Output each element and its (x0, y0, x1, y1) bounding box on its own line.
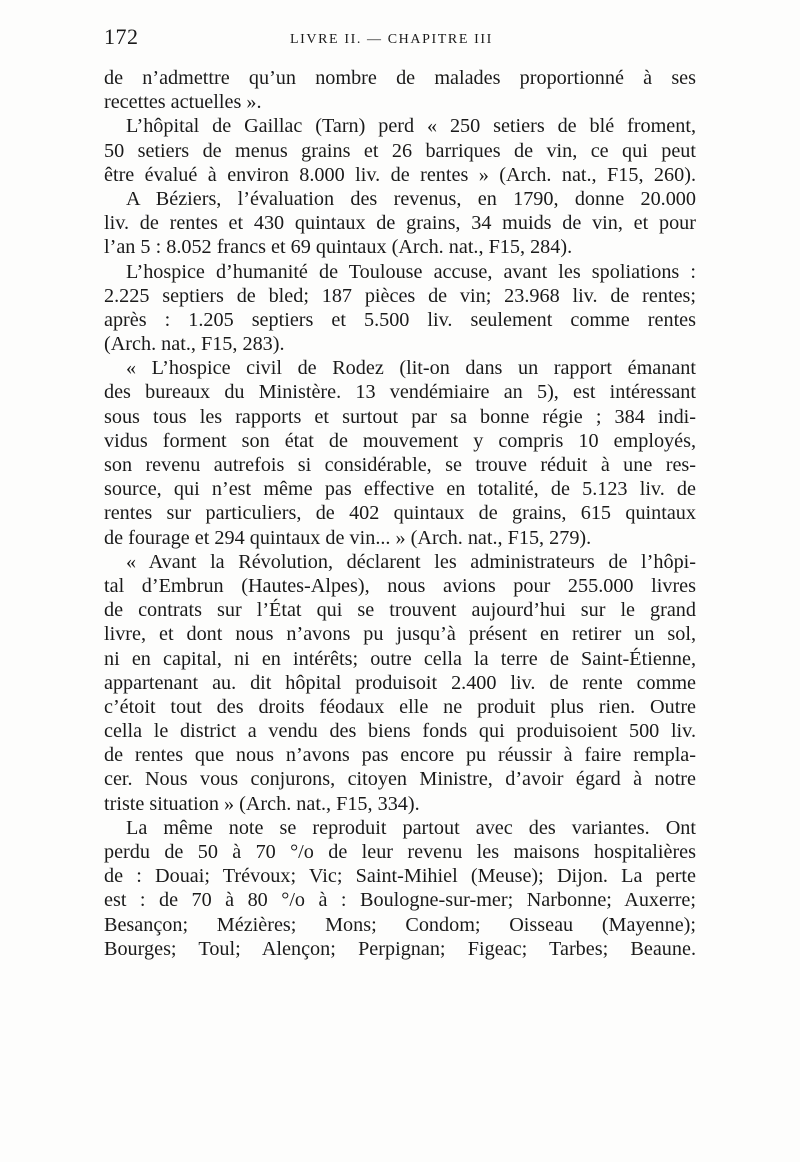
page-header (104, 24, 694, 54)
text-line: de n’admettre qu’un nombre de malades proportionné à ses (104, 67, 696, 89)
text-line: après : 1.205 septiers et 5.500 liv. seulement comme rentes (104, 308, 696, 331)
text-line: appartenant au. dit hôpital produisoit 2.400 liv. de rente comme (104, 671, 696, 694)
running-head: LIVRE II. — CHAPITRE III (290, 32, 493, 47)
text-line: de contrats sur l’État qui se trouvent aujourd’hui sur le grand (104, 599, 696, 622)
text-line: tal d’Embrun (Hautes-Alpes), nous avions pour 255.000 livres (104, 574, 696, 597)
text-line: L’hôpital de Gaillac (Tarn) perd « 250 setiers de blé froment, (126, 115, 696, 138)
text-line: c’étoit tout des droits féodaux elle ne produit plus rien. Outre (104, 695, 696, 718)
text-line: de rentes que nous n’avons pas encore pu réussir à faire rempla- (104, 744, 696, 767)
text-line: cella le district a vendu des biens fonds qui produisoient 500 liv. (104, 720, 696, 743)
text-line: perdu de 50 à 70 °/o de leur revenu les maisons hospitalières (104, 841, 696, 863)
text-line: A Béziers, l’évaluation des revenus, en 1790, donne 20.000 (126, 187, 696, 210)
text-line: l’an 5 : 8.052 francs et 69 quintaux (Arch. nat., F15, 284). (104, 236, 573, 259)
text-line: « Avant la Révolution, déclarent les administrateurs de l’hôpi- (126, 550, 696, 573)
text-line: cer. Nous vous conjurons, citoyen Ministre, d’avoir égard à notre (104, 768, 696, 791)
text-line: triste situation » (Arch. nat., F15, 334). (104, 792, 420, 815)
text-line: (Arch. nat., F15, 283). (104, 333, 285, 356)
text-line: « L’hospice civil de Rodez (lit-on dans un rapport émanant (126, 357, 696, 380)
body-text (104, 66, 696, 961)
text-line: 2.225 septiers de bled; 187 pièces de vin; 23.968 liv. de rentes; (104, 284, 696, 307)
text-line: est : de 70 à 80 °/o à : Boulogne-sur-mer; Narbonne; Auxerre; (104, 889, 696, 912)
text-line: son revenu autrefois si considérable, se trouve réduit à une res- (104, 454, 696, 476)
text-line: de fourage et 294 quintaux de vin... » (Arch. nat., F15, 279). (104, 526, 592, 549)
text-line: vidus forment son état de mouvement y compris 10 employés, (104, 429, 696, 452)
text-line: des bureaux du Ministère. 13 vendémiaire an 5), est intéressant (104, 381, 696, 404)
text-line: ni en capital, ni en intérêts; outre cella la terre de Saint-Étienne, (104, 647, 696, 670)
text-line: L’hospice d’humanité de Toulouse accuse, avant les spoliations : (126, 260, 696, 283)
text-line: être évalué à environ 8.000 liv. de rentes » (Arch. nat., F15, 260). (104, 163, 696, 186)
text-line: 50 setiers de menus grains et 26 barriques de vin, ce qui peut (104, 139, 696, 162)
text-line: livre, et dont nous n’avons pu jusqu’à présent en retirer un sol, (104, 623, 696, 646)
text-line: Besançon; Mézières; Mons; Condom; Oisseau (Mayenne); (104, 913, 696, 936)
page-number: 172 (104, 24, 139, 49)
text-line: de : Douai; Trévoux; Vic; Saint-Mihiel (Meuse); Dijon. La perte (104, 865, 696, 888)
text-line: liv. de rentes et 430 quintaux de grains, 34 muids de vin, et pour (104, 212, 696, 235)
text-line: sous tous les rapports et surtout par sa bonne régie ; 384 indi- (104, 405, 696, 428)
text-line: source, qui n’est même pas effective en totalité, de 5.123 liv. de (104, 478, 696, 501)
text-line: Bourges; Toul; Alençon; Perpignan; Figeac; Tarbes; Beaune. (104, 937, 696, 960)
text-line: rentes sur particuliers, de 402 quintaux de grains, 615 quintaux (104, 502, 696, 525)
text-line: La même note se reproduit partout avec des variantes. Ont (126, 816, 696, 839)
text-line: recettes actuelles ». (104, 91, 262, 114)
